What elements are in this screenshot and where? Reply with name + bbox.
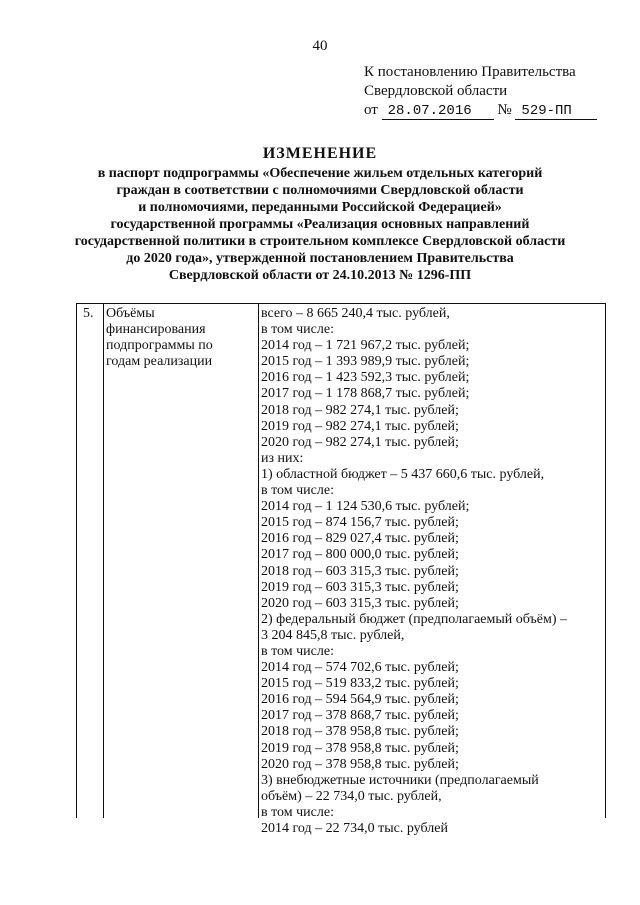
funding-line: 2018 год – 603 315,3 тыс. рублей; <box>261 563 459 579</box>
title-line: в паспорт подпрограммы «Обеспечение жильем отдельных категорий <box>97 166 543 181</box>
passport-table <box>76 303 606 836</box>
funding-line: 3 204 845,8 тыс. рублей, <box>261 627 405 643</box>
title-line: граждан в соответствии с полномочиями Свердловской области <box>116 183 524 198</box>
title-line: государственной политики в строительном комплексе Свердловской области <box>74 234 566 249</box>
funding-line: 2016 год – 1 423 592,3 тыс. рублей; <box>261 370 470 386</box>
parameter-name <box>104 304 258 370</box>
decree-date: 28.07.2016 <box>382 103 494 120</box>
funding-line: в том числе: <box>261 643 334 659</box>
funding-line: объём) – 22 734,0 тыс. рублей, <box>261 788 442 804</box>
funding-line: 2018 год – 982 274,1 тыс. рублей; <box>261 402 459 418</box>
parameter-name-line: Объёмы <box>106 306 155 321</box>
funding-line: 2020 год – 982 274,1 тыс. рублей; <box>261 434 459 450</box>
funding-line: 2) федеральный бюджет (предполагаемый объём) – <box>261 611 568 627</box>
funding-line: 3) внебюджетные источники (предполагаемый <box>261 772 539 788</box>
funding-line: 2019 год – 982 274,1 тыс. рублей; <box>261 418 459 434</box>
funding-line: в том числе: <box>261 804 334 820</box>
row-number-cell <box>77 304 104 818</box>
date-prefix: от <box>364 102 378 118</box>
funding-line: 2015 год – 874 156,7 тыс. рублей; <box>261 515 459 531</box>
decree-date-number <box>364 101 597 120</box>
addressee-block <box>364 63 597 120</box>
title-line: и полномочиями, переданными Российской Федерацией» <box>138 200 502 215</box>
funding-line: 2016 год – 829 027,4 тыс. рублей; <box>261 531 459 547</box>
funding-line: 2019 год – 378 958,8 тыс. рублей; <box>261 740 459 756</box>
addressee-line-1: К постановлению Правительства <box>364 64 576 80</box>
page-number: 40 <box>312 38 328 54</box>
parameter-value-cell <box>259 304 605 836</box>
funding-line: 2014 год – 1 721 967,2 тыс. рублей; <box>261 338 470 354</box>
funding-line: из них: <box>261 450 304 466</box>
parameter-name-line: финансирования <box>106 322 206 338</box>
parameter-name-line: подпрограммы по <box>106 338 213 354</box>
funding-line: 2020 год – 603 315,3 тыс. рублей; <box>261 595 459 611</box>
document-title <box>60 145 580 284</box>
funding-line: 2015 год – 1 393 989,9 тыс. рублей; <box>261 354 470 370</box>
funding-breakdown <box>259 304 605 837</box>
funding-line: всего – 8 665 240,4 тыс. рублей, <box>261 306 450 321</box>
funding-line: 2019 год – 603 315,3 тыс. рублей; <box>261 579 459 595</box>
funding-line: 2017 год – 378 868,7 тыс. рублей; <box>261 708 459 724</box>
funding-line: 2014 год – 574 702,6 тыс. рублей; <box>261 660 459 676</box>
funding-line: 2020 год – 378 958,8 тыс. рублей; <box>261 756 459 772</box>
number-prefix: № <box>497 102 512 118</box>
funding-line: 2018 год – 378 958,8 тыс. рублей; <box>261 724 459 740</box>
row-number: 5. <box>83 306 94 321</box>
funding-line: 2014 год – 1 124 530,6 тыс. рублей; <box>261 499 470 515</box>
parameter-name-cell <box>104 304 259 818</box>
parameter-name-line: годам реализации <box>106 354 213 370</box>
funding-line: 2014 год – 22 734,0 тыс. рублей <box>261 821 448 836</box>
funding-line: в том числе: <box>261 483 334 499</box>
decree-number: 529-ПП <box>515 103 597 120</box>
title-line: до 2020 года», утвержденной постановлением Правительства <box>126 251 514 266</box>
funding-line: 2017 год – 1 178 868,7 тыс. рублей; <box>261 386 470 402</box>
funding-line: 2016 год – 594 564,9 тыс. рублей; <box>261 692 459 708</box>
funding-line: 2017 год – 800 000,0 тыс. рублей; <box>261 547 459 563</box>
funding-line: в том числе: <box>261 322 334 338</box>
addressee-line-2: Свердловской области <box>364 83 508 99</box>
funding-line: 2015 год – 519 833,2 тыс. рублей; <box>261 676 459 692</box>
title-line: государственной программы «Реализация основных направлений <box>110 217 530 232</box>
title-line: Свердловской области от 24.10.2013 № 1296-ПП <box>168 268 472 283</box>
funding-line: 1) областной бюджет – 5 437 660,6 тыс. рублей, <box>261 466 545 482</box>
title-heading: ИЗМЕНЕНИЕ <box>262 145 378 162</box>
